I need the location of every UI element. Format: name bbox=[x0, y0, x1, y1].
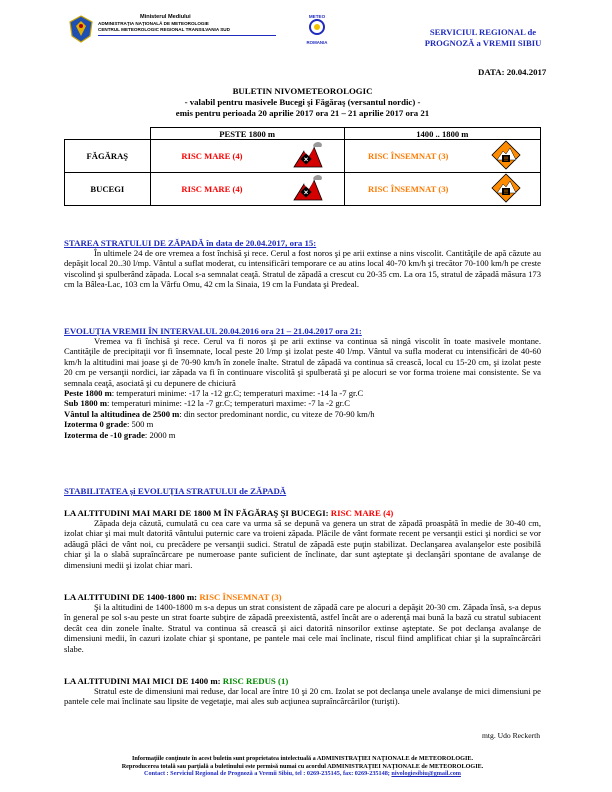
massif-name: BUCEGI bbox=[65, 173, 151, 206]
ministry-line1: Ministerul Mediului bbox=[140, 14, 191, 20]
ministry-logo bbox=[66, 14, 276, 44]
temp-below-value: : temperaturi minime: -12 la -7 gr.C; temperaturi maxime: -7 la -2 gr.C bbox=[106, 398, 350, 409]
isotherm-minus10 bbox=[64, 430, 541, 440]
service-name bbox=[398, 27, 568, 49]
signature: mtg. Udo Reckerth bbox=[482, 731, 540, 740]
risk-above-pictogram bbox=[273, 173, 344, 206]
low-heading-text: LA ALTITUDINI MAI MICI DE 1400 m: bbox=[64, 676, 223, 686]
iso0-label: Izoterma 0 grade bbox=[64, 419, 127, 430]
snow-state-text: În ultimele 24 de ore vremea a fost închisă şi rece. Cerul a fost noros şi pe arii extinse a nins viscolit. Cantităţile de apă căzute au depăşit local 20..30 l/mp. Vântul a suflat moderat, cu intensificări temporare ce au atins local 40-70 km/h şi trecător 70-100 km/h pe creste viscolind şi spulberând zăpada. Local s-a semnalat ceaţă. Stratul de zăpadă a crescut cu 20-35 cm. La ora 15, stratul de zăpadă măsura 173 cm la Bâlea-Lac, 103 cm la Vârfu Omu, 42 cm la Sinaia, 19 cm la Fundata şi Predeal. bbox=[64, 248, 541, 290]
footer bbox=[64, 755, 541, 778]
snow-state-section bbox=[64, 238, 541, 290]
risk-mid-label: RISC ÎNSEMNAT (3) bbox=[344, 173, 472, 206]
weather-section bbox=[64, 326, 541, 440]
risk-above-label: RISC MARE (4) bbox=[150, 173, 273, 206]
footer-line2: Reproducerea totală sau parţială a buletinului este permisă numai cu acordul ADMINISTRAŢIEI NAŢIONALE de METEOROLOGIE. bbox=[121, 762, 484, 770]
stability-low-section bbox=[64, 676, 541, 707]
iso10-label: Izoterma de -10 grade bbox=[64, 429, 145, 440]
isotherm-0 bbox=[64, 419, 541, 429]
title-line3: emis pentru perioada 20 aprilie 2017 ora 21 – 21 aprilie 2017 ora 21 bbox=[175, 107, 430, 118]
high-heading-text: LA ALTITUDINI MAI MARI DE 1800 M ÎN FĂGĂRAŞ ŞI BUCEGI: bbox=[64, 508, 331, 518]
col-header-above-1800: PESTE 1800 m bbox=[150, 128, 344, 140]
temp-above-1800 bbox=[64, 388, 541, 398]
temp-above-value: : temperaturi minime: -17 la -12 gr.C; temperaturi maxime: -14 la -7 gr.C bbox=[111, 388, 364, 399]
title-line1: BULETIN NIVOMETEOROLOGIC bbox=[232, 86, 373, 96]
low-risk-level: RISC REDUS (1) bbox=[222, 676, 289, 686]
temp-above-label: Peste 1800 m bbox=[64, 388, 112, 399]
wind-value: : din sector predominant nordic, cu viteze de 70-90 km/h bbox=[179, 408, 375, 419]
wind-2500 bbox=[64, 409, 541, 419]
stability-heading: STABILITATEA şi EVOLUŢIA STRATULUI de ZĂPADĂ bbox=[64, 486, 287, 496]
risk-above-pictogram bbox=[273, 140, 344, 173]
high-altitude-text: Zăpada deja căzută, cumulată cu cea care va urma să se depună va genera un strat de zăpadă proaspătă în medie de 30-40 cm, izolat chiar şi mai mult datorită vântului puternic care va troieni zăpada. Plăcile de vânt formate recent pe versanţii estici şi nordici se vor adăugă plăci de vânt noi, cu precădere pe versanţii sudici. Stratul de zăpadă este puţin stabilizat. Declanşarea avalanşelor este posibilă chiar şi la o slabă supraîncărcare pe numeroase pante suficient de înclinate, dar sunt aşteptate şi declanşări spontane de avalanşe de dimensiuni medii şi izolat chiar mari. bbox=[64, 518, 541, 570]
danger-level-3-icon bbox=[491, 140, 521, 170]
mid-altitude-text: Şi la altitudini de 1400-1800 m s-a depus un strat consistent de zăpadă care pe alocuri a depăşit 20-30 cm. Zăpada însă, s-a depus în general pe sol s-au peste un strat foarte subţire de zăpadă preexistentă, astfel încât are o aderenţă mai bună la bază cu stratul subiacent decât cea din zonele înalte. Stratul va continua să crească şi aici datorită ninsorilor extinse aşteptate. Se pot declanşa avalanşe de dimensiuni medii, în cazuri izolate chiar şi spontane, pe pantele mai cele mai înclinate, riscul fiind amplificat chiar şi la supraîncărcări slabe. bbox=[64, 602, 541, 654]
col-header-1400-1800: 1400 .. 1800 m bbox=[344, 128, 540, 140]
risk-mid-pictogram bbox=[472, 140, 541, 173]
high-risk-level: RISC MARE (4) bbox=[330, 508, 394, 518]
coat-of-arms-icon bbox=[66, 14, 96, 44]
footer-line1: Informaţiile conţinute în acest buletin sunt proprietatea intelectuală a ADMINISTRAŢIEI NAŢIONALE de METEOROLOGIE. bbox=[131, 755, 474, 762]
low-altitude-text: Stratul este de dimensiuni mai reduse, dar local are între 10 şi 20 cm. Izolat se pot declanşa unele avalanşe de mici dimensiuni pe pantele cele mai înclinate sau lipsite de vegetaţie, mai ales sub acţiunea supraîncărcărilor (turişti). bbox=[64, 686, 541, 707]
wind-label: Vântul la altitudinea de 2500 m bbox=[64, 408, 180, 419]
risk-mid-label: RISC ÎNSEMNAT (3) bbox=[344, 140, 472, 173]
iso10-value: : 2000 m bbox=[144, 429, 176, 440]
table-row bbox=[65, 173, 541, 206]
risk-mid-pictogram bbox=[472, 173, 541, 206]
footer-email-link[interactable]: nivologiesibiu@gmail.com bbox=[391, 770, 461, 778]
svg-text:!!: !! bbox=[503, 190, 508, 196]
table-row bbox=[65, 140, 541, 173]
svg-text:✕: ✕ bbox=[303, 157, 309, 164]
ministry-line2: ADMINISTRAȚIA NAȚIONALĂ DE METEOROLOGIE bbox=[98, 21, 209, 26]
meteo-logo-sub: ROMANIA bbox=[306, 40, 328, 45]
footer-contact bbox=[64, 770, 541, 778]
danger-level-4-icon bbox=[291, 174, 325, 202]
title-line2: - valabil pentru masivele Bucegi şi Făgăraş (versantul nordic) - bbox=[184, 96, 421, 107]
mid-heading-text: LA ALTITUDINI DE 1400-1800 m: bbox=[64, 592, 200, 602]
bulletin-date: DATA: 20.04.2017 bbox=[478, 67, 547, 77]
massif-name: FĂGĂRAŞ bbox=[65, 140, 151, 173]
bulletin-title bbox=[64, 86, 541, 118]
stability-high-section bbox=[64, 508, 541, 570]
svg-text:!!: !! bbox=[503, 157, 508, 163]
service-line2: PROGNOZĂ a VREMII SIBIU bbox=[424, 38, 542, 48]
meteo-romania-logo bbox=[300, 14, 334, 46]
ministry-line3: CENTRUL METEOROLOGIC REGIONAL TRANSILVANIA SUD bbox=[98, 27, 230, 32]
danger-level-4-icon bbox=[291, 141, 325, 169]
mid-risk-level: RISC ÎNSEMNAT (3) bbox=[199, 592, 282, 602]
service-line1: SERVICIUL REGIONAL de bbox=[429, 27, 537, 37]
weather-text: Vremea va fi închisă şi rece. Cerul va fi noros şi pe arii extinse va continua să ningă viscolit în toate masivele montane. Cantităţile de precipitaţii vor fi însemnate, local peste 20 l/mp şi izolat peste 40 l/mp. Vântul va sufla moderat cu intensificări de 40-60 km/h la altitudini mai joase şi de 70-90 km/h în zonele înalte. Stratul de zăpadă va continua să crească, local cu 15-20 cm, şi izolat peste 20 cm pe versanţii nordici, iar zăpada va fi în continuare viscolită şi spulberată şi pe alocuri se vor forma troiene mai consistente. Se va semnala ceaţă, asociată şi cu depunere de chiciură bbox=[64, 336, 541, 388]
temp-below-1800 bbox=[64, 398, 541, 408]
iso0-value: : 500 m bbox=[127, 419, 154, 430]
mid-altitude-heading bbox=[64, 592, 541, 602]
risk-table bbox=[64, 127, 541, 206]
svg-text:✕: ✕ bbox=[303, 190, 309, 197]
temp-below-label: Sub 1800 m bbox=[64, 398, 107, 409]
snow-state-heading: STAREA STRATULUI DE ZĂPADĂ în data de 20.04.2017, ora 15: bbox=[64, 238, 317, 248]
meteo-logo-text: METEO bbox=[308, 14, 326, 19]
danger-level-3-icon bbox=[491, 173, 521, 203]
table-corner bbox=[65, 128, 151, 140]
stability-mid-section bbox=[64, 592, 541, 654]
header-rule bbox=[98, 35, 276, 36]
risk-above-label: RISC MARE (4) bbox=[150, 140, 273, 173]
weather-heading: EVOLUȚIA VREMII ÎN INTERVALUL 20.04.2016 ora 21 – 21.04.2017 ora 21: bbox=[64, 326, 362, 336]
footer-contact-text: Contact : Serviciul Regional de Prognoză a Vremii Sibiu, tel : 0269-235145, fax: 0269-235148; bbox=[144, 770, 392, 778]
meteo-logo-icon bbox=[305, 19, 329, 35]
low-altitude-heading bbox=[64, 676, 541, 686]
high-altitude-heading bbox=[64, 508, 541, 518]
